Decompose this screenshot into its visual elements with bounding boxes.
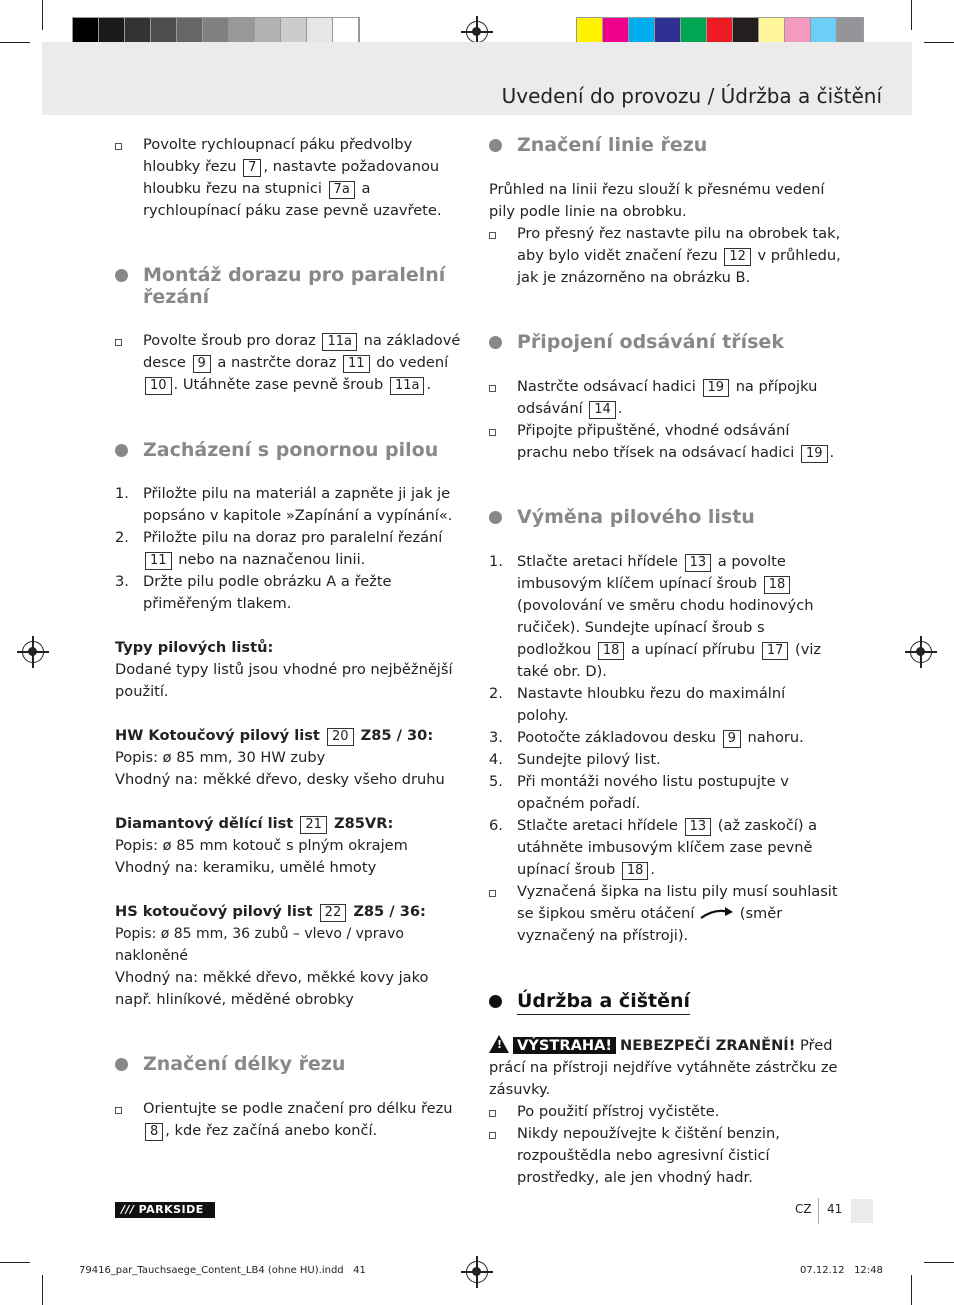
list-item: 4. Sundejte pilový list. (489, 751, 661, 768)
registration-mark-icon (22, 641, 44, 663)
brand-logo: /// PARKSIDE (115, 1202, 215, 1218)
part-reference: 19 (703, 379, 730, 397)
list-item: Vyznačená šipka na listu pily musí souhlasit se šipkou směru otáčení (směr vyznačený na přístroji). (489, 881, 841, 947)
heading-bullet-icon (489, 336, 502, 349)
part-reference: 8 (145, 1123, 163, 1141)
warning-triangle-icon: ! (489, 1035, 509, 1053)
section-heading: Údržba a čištění (489, 990, 841, 1012)
registration-mark-icon (466, 21, 488, 43)
part-reference: 18 (622, 862, 649, 880)
part-reference: 12 (724, 248, 751, 266)
list-item: 1. Přiložte pilu na materiál a zapněte ji jak je popsáno v kapitole »Zapínání a vypínání«. (115, 485, 453, 524)
list-item: 1. Stlačte aretaci hřídele 13 a povolte imbusovým klíčem upínací šroub 18 (povolování ve směru chodu hodinových ručiček). Sundejte upínací šroub s podložkou 18 a upínací přírubu 17 (viz také obr. D). (489, 553, 822, 680)
print-slug-file: 79416_par_Tauchsaege_Content_LB4 (ohne HU).indd 41 (79, 1265, 366, 1276)
part-reference: 7a (329, 181, 355, 199)
part-reference: 18 (598, 642, 625, 660)
checkbox-bullet-icon (489, 429, 496, 436)
list-item: Povolte šroub pro doraz 11a na základové desce 9 a nastrčte doraz 11 do vedení 10 . Utáhněte zase pevně šroub 11a . (115, 330, 467, 396)
footer-tab (851, 1199, 873, 1223)
section-heading: Značení linie řezu (489, 134, 841, 156)
print-slug-date: 07.12.12 12:48 (800, 1265, 883, 1276)
part-reference: 11a (390, 377, 425, 395)
heading-bullet-icon (489, 139, 502, 152)
heading-bullet-icon (489, 511, 502, 524)
part-reference: 13 (685, 818, 712, 836)
warning-label: VÝSTRAHA! (513, 1037, 616, 1054)
list-item: Nikdy nepoužívejte k čištění benzin, rozpouštědla nebo agresivní čisticí prostředky, ale jen vhodný hadr. (489, 1123, 841, 1189)
list-item: Pro přesný řez nastavte pilu na obrobek tak, aby bylo vidět značení řezu 12 v průhledu, jak je znázorněno na obrázku B. (489, 223, 841, 289)
blade-spec: HS kotoučový pilový list 22 Z85 / 36: Popis: ø 85 mm, 36 zubů – vlevo / vpravo nakloněné Vhodný na: měkké dřevo, měkké kovy jako např. hliníkové, měděné obrobky (115, 903, 429, 1008)
part-reference: 14 (589, 401, 616, 419)
part-reference: 7 (243, 159, 261, 177)
crop-mark (42, 1275, 43, 1305)
section-heading: Montáž dorazu pro paralelní řezání (115, 264, 467, 308)
part-reference: 13 (685, 554, 712, 572)
list-item: 3. Držte pilu podle obrázku A a řežte přiměřeným tlakem. (115, 573, 392, 612)
subheading: Typy pilových listů: (115, 639, 274, 656)
paragraph: Dodané typy listů jsou vhodné pro nejběžnější použití. (115, 661, 453, 700)
page-number: 41 (827, 1202, 843, 1216)
crop-mark (911, 0, 912, 30)
section-heading: Připojení odsávání třísek (489, 331, 841, 353)
checkbox-bullet-icon (489, 890, 496, 897)
heading-bullet-icon (115, 269, 128, 282)
heading-bullet-icon (115, 444, 128, 457)
part-reference: 21 (300, 816, 327, 834)
list-item: 2. Přiložte pilu na doraz pro paralelní řezání 11 nebo na naznačenou linii. (115, 529, 443, 568)
section-heading: Značení délky řezu (115, 1053, 467, 1075)
list-item: Po použití přístroj vyčistěte. (489, 1101, 841, 1123)
list-item: 6. Stlačte aretaci hřídele 13 (až zaskočí) a utáhněte imbusovým klíčem zase pevně upínací šroub 18 . (489, 817, 818, 878)
footer-divider (818, 1198, 819, 1224)
rotation-arrow-icon (699, 906, 735, 920)
part-reference: 20 (327, 728, 354, 746)
heading-bullet-icon (489, 995, 502, 1008)
crop-mark (924, 42, 954, 43)
part-reference: 22 (320, 904, 347, 922)
checkbox-bullet-icon (115, 339, 122, 346)
checkbox-bullet-icon (115, 1107, 122, 1114)
blade-spec: HW Kotoučový pilový list 20 Z85 / 30: Popis: ø 85 mm, 30 HW zuby Vhodný na: měkké dřevo, desky všeho druhu (115, 727, 445, 788)
part-reference: 17 (762, 642, 789, 660)
paragraph: Průhled na linii řezu slouží k přesnému vedení pily podle linie na obrobku. (489, 181, 825, 220)
list-item: Orientujte se podle značení pro délku řezu 8 , kde řez začíná anebo končí. (115, 1098, 467, 1142)
checkbox-bullet-icon (489, 385, 496, 392)
crop-mark (924, 1262, 954, 1263)
crop-mark (42, 0, 43, 30)
list-item: Nastrčte odsávací hadici 19 na přípojku odsávání 14 . (489, 376, 841, 420)
list-item: 2. Nastavte hloubku řezu do maximální polohy. (489, 685, 786, 724)
part-reference: 9 (193, 355, 211, 373)
registration-mark-icon (466, 1261, 488, 1283)
part-reference: 9 (723, 730, 741, 748)
blade-spec: Diamantový dělící list 21 Z85VR: Popis: ø 85 mm kotouč s plným okrajem Vhodný na: keramiku, umělé hmoty (115, 815, 408, 876)
part-reference: 11 (145, 552, 172, 570)
crop-mark (0, 42, 30, 43)
list-item: 3. Pootočte základovou desku 9 nahoru. (489, 729, 804, 746)
part-reference: 18 (764, 576, 791, 594)
section-heading: Výměna pilového listu (489, 506, 841, 528)
checkbox-bullet-icon (489, 1110, 496, 1117)
checkbox-bullet-icon (115, 143, 122, 150)
left-column (115, 134, 467, 1142)
part-reference: 11a (322, 333, 357, 351)
checkbox-bullet-icon (489, 1132, 496, 1139)
part-reference: 11 (343, 355, 370, 373)
part-reference: 19 (801, 445, 828, 463)
crop-mark (911, 1275, 912, 1305)
section-heading: Zacházení s ponornou pilou (115, 439, 467, 461)
checkbox-bullet-icon (489, 232, 496, 239)
language-code: CZ (795, 1202, 812, 1216)
list-item: Připojte připuštěné, vhodné odsávání prachu nebo třísek na odsávací hadici 19 . (489, 420, 841, 464)
registration-mark-icon (910, 641, 932, 663)
heading-bullet-icon (115, 1058, 128, 1071)
right-column (489, 134, 841, 1189)
crop-mark (0, 1262, 30, 1263)
list-item: Povolte rychloupnací páku předvolby hloubky řezu 7 , nastavte požadovanou hloubku řezu na stupnici 7a a rychloupínací páku zase pevně uzavřete. (115, 134, 467, 222)
part-reference: 10 (145, 377, 172, 395)
list-item: 5. Při montáži nového listu postupujte v opačném pořadí. (489, 773, 789, 812)
page-title: Uvedení do provozu / Údržba a čištění (501, 84, 882, 108)
warning-paragraph: ! VÝSTRAHA! NEBEZPEČÍ ZRANĚNÍ! Před prácí na přístroji nejdříve vytáhněte zástrčku ze zásuvky. (489, 1037, 838, 1098)
